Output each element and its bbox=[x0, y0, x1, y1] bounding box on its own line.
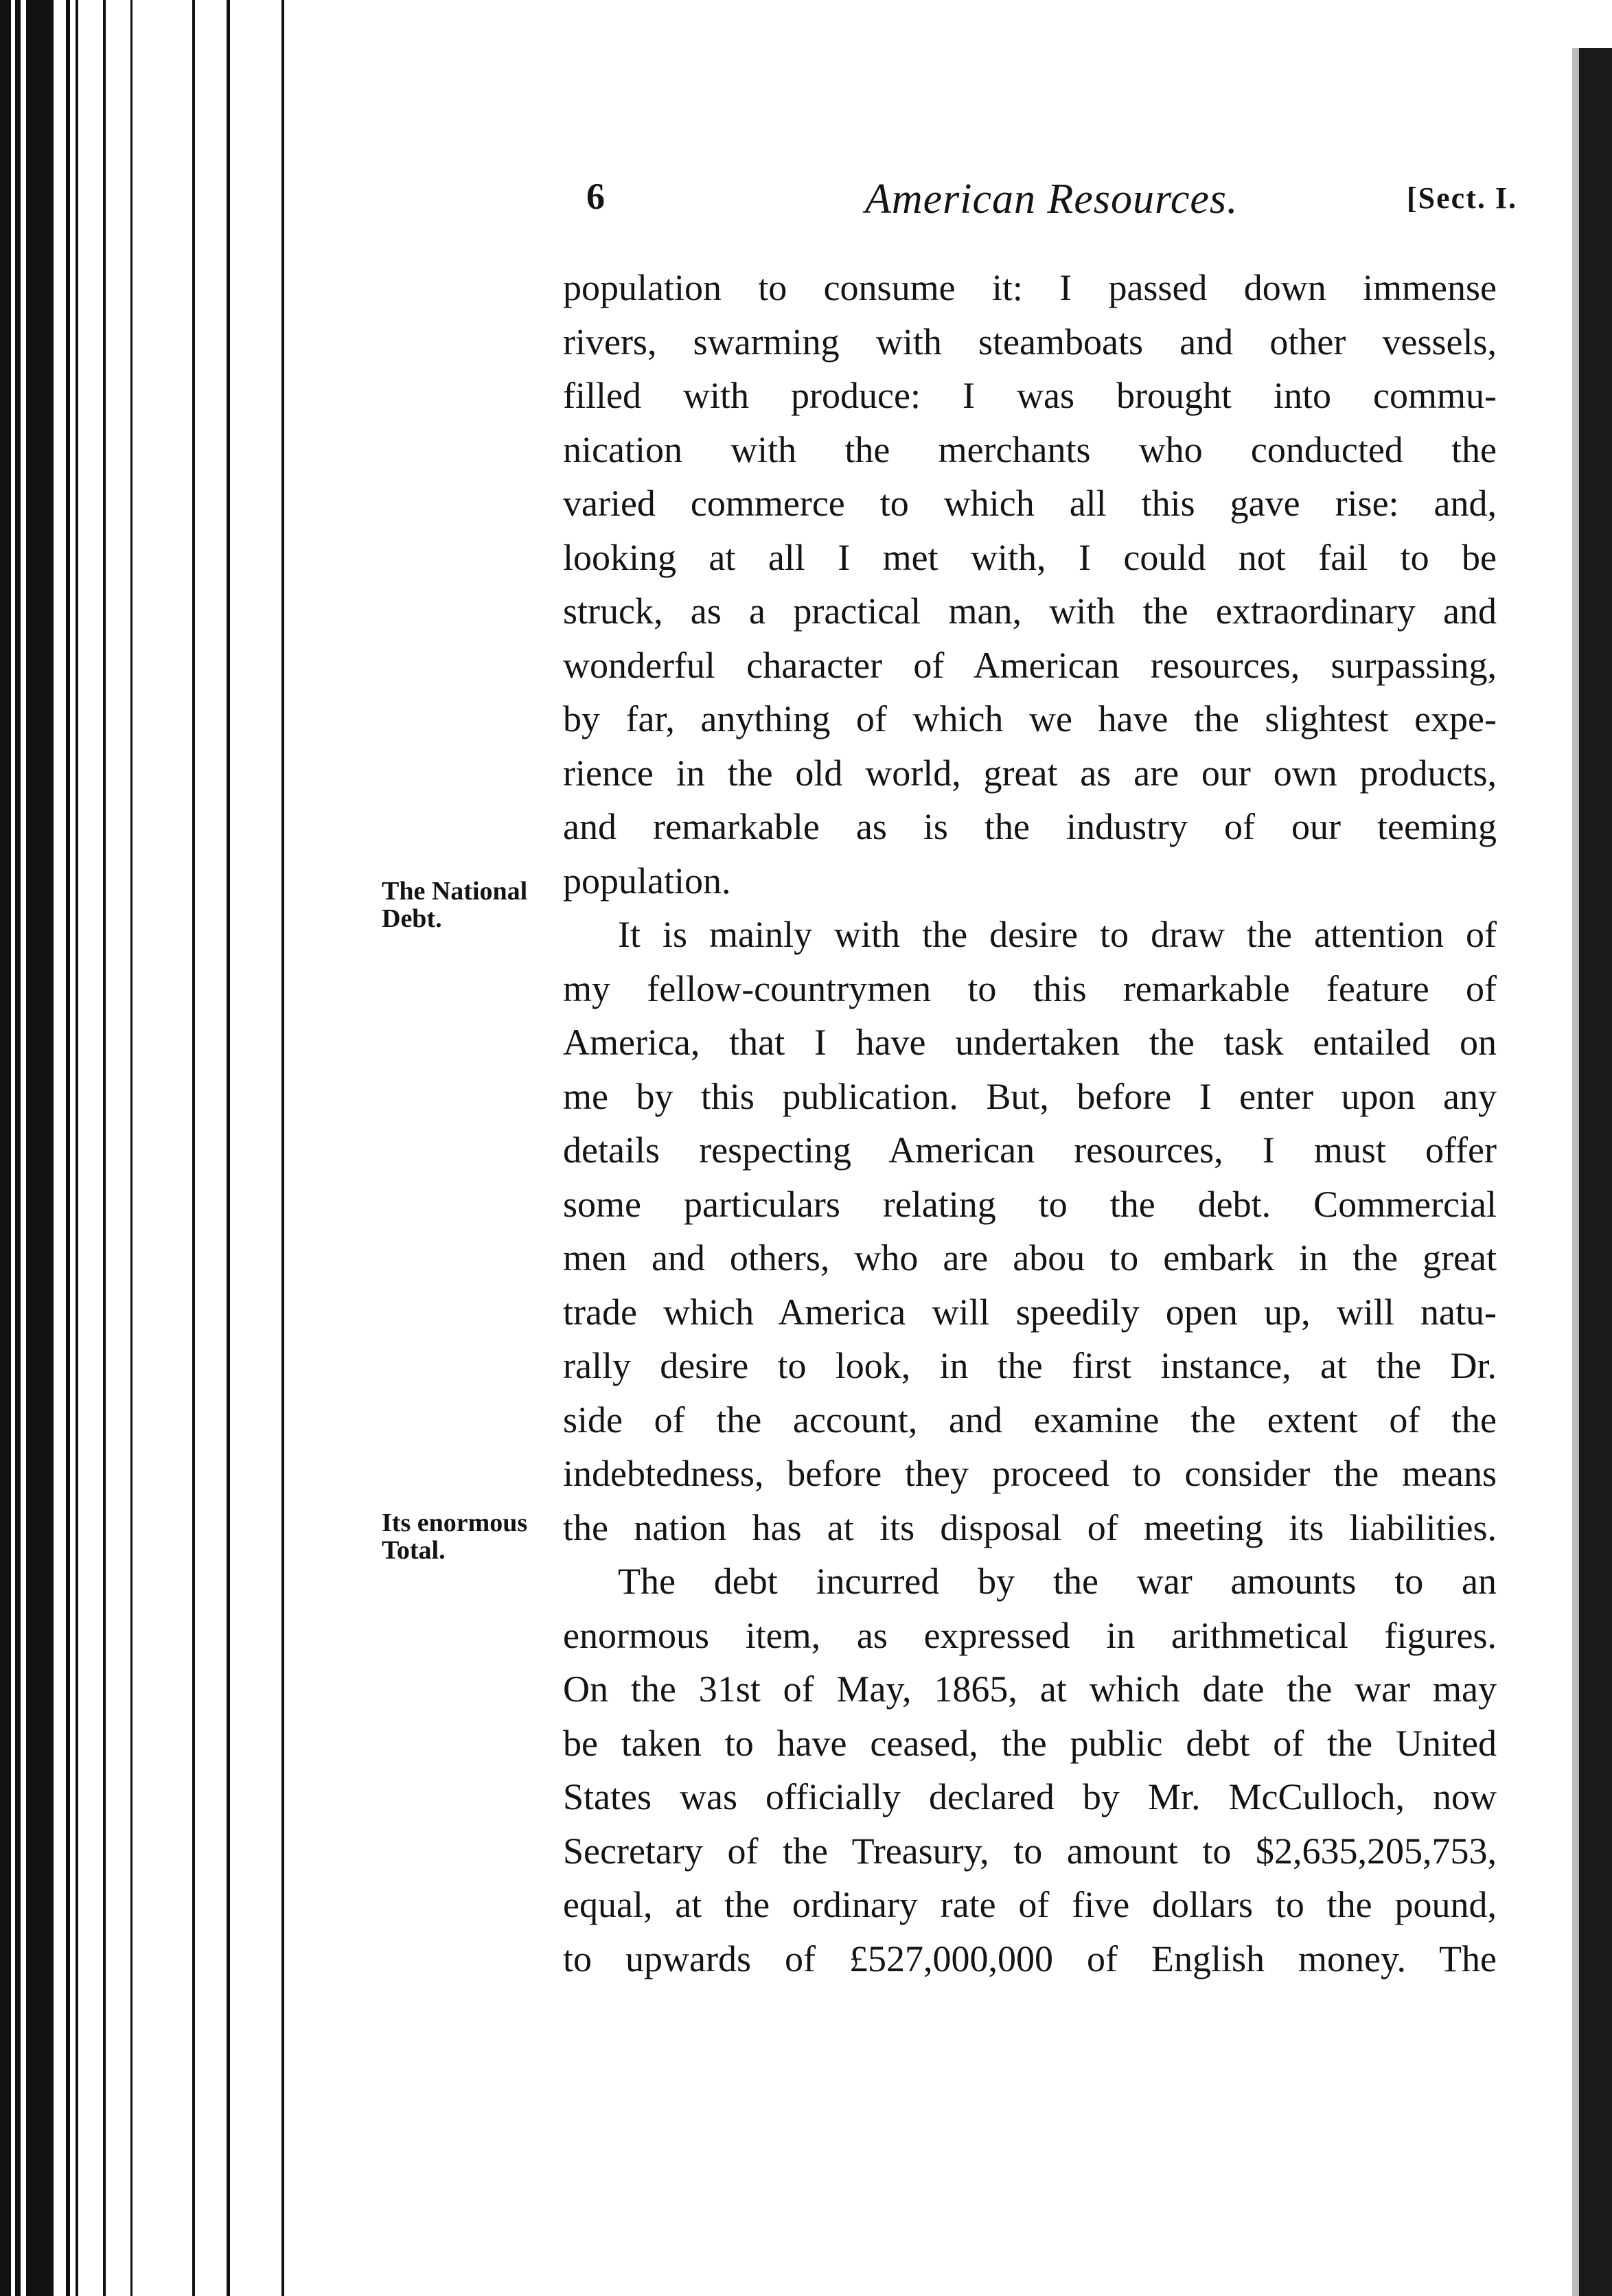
sidenote-line: Its enormous bbox=[382, 1508, 528, 1537]
paragraph bbox=[563, 1554, 1497, 1986]
text-line: enormous item, as expressed in arithmetical figures. bbox=[563, 1614, 1497, 1656]
sidenote-national-debt bbox=[382, 877, 527, 932]
paragraph bbox=[563, 261, 1497, 908]
text-line: America, that I have undertaken the task entailed on bbox=[563, 1022, 1497, 1063]
text-line: side of the account, and examine the extent of the bbox=[563, 1399, 1497, 1440]
text-line: by far, anything of which we have the slightest expe- bbox=[563, 698, 1497, 739]
text-line: nication with the merchants who conducted the bbox=[563, 428, 1497, 470]
text-line: rience in the old world, great as are our own products, bbox=[563, 752, 1497, 794]
text-line: Secretary of the Treasury, to amount to $2,635,205,753, bbox=[563, 1830, 1497, 1872]
text-line: looking at all I met with, I could not fail to be bbox=[563, 536, 1497, 578]
text-line: rally desire to look, in the first instance, at the Dr. bbox=[563, 1345, 1497, 1386]
page-number: 6 bbox=[586, 176, 605, 217]
running-title: American Resources. bbox=[865, 176, 1239, 222]
text-line: and remarkable as is the industry of our teeming bbox=[563, 806, 1497, 847]
text-line: The debt incurred by the war amounts to an bbox=[618, 1561, 1497, 1602]
text-line: struck, as a practical man, with the extraordinary and bbox=[563, 590, 1497, 632]
text-line: to upwards of £527,000,000 of English money. The bbox=[563, 1938, 1497, 1979]
text-line: wonderful character of American resources, surpassing, bbox=[563, 644, 1497, 686]
text-line: varied commerce to which all this gave rise: and, bbox=[563, 483, 1497, 524]
book-gutter bbox=[0, 0, 288, 2296]
text-line: rivers, swarming with steamboats and other vessels, bbox=[563, 321, 1497, 363]
text-line: It is mainly with the desire to draw the attention of bbox=[618, 914, 1497, 955]
sidenote-line: The National bbox=[382, 877, 528, 906]
text-line: my fellow-countrymen to this remarkable feature of bbox=[563, 967, 1497, 1009]
text-line: States was officially declared by Mr. McCulloch, now bbox=[563, 1776, 1497, 1817]
sidenote-line: Debt. bbox=[382, 904, 442, 933]
text-line: population to consume it: I passed down immense bbox=[563, 267, 1497, 308]
page-edge-shadow bbox=[1572, 48, 1579, 2296]
next-page-edge bbox=[1579, 48, 1612, 2296]
text-line: trade which America will speedily open up, will natu- bbox=[563, 1291, 1497, 1333]
text-line: men and others, who are abou to embark in the great bbox=[563, 1237, 1497, 1278]
page-header bbox=[577, 175, 1517, 237]
body-text bbox=[563, 261, 1497, 1986]
text-line: filled with produce: I was brought into commu- bbox=[563, 375, 1497, 416]
section-reference: [Sect. I. bbox=[1407, 181, 1517, 215]
text-line: be taken to have ceased, the public debt of the United bbox=[563, 1722, 1497, 1764]
text-line: equal, at the ordinary rate of five dollars to the pound, bbox=[563, 1884, 1497, 1925]
text-line: the nation has at its disposal of meeting its liabilities. bbox=[563, 1506, 1497, 1548]
text-line: details respecting American resources, I must offer bbox=[563, 1129, 1497, 1171]
text-line: some particulars relating to the debt. Commercial bbox=[563, 1183, 1497, 1225]
text-line: me by this publication. But, before I enter upon any bbox=[563, 1075, 1497, 1117]
sidenote-enormous-total bbox=[382, 1509, 527, 1564]
paragraph bbox=[563, 908, 1497, 1554]
sidenote-line: Total. bbox=[382, 1536, 446, 1565]
text-line: indebtedness, before they proceed to consider the means bbox=[563, 1453, 1497, 1494]
text-line: On the 31st of May, 1865, at which date the war may bbox=[563, 1668, 1497, 1710]
text-line: population. bbox=[563, 860, 731, 902]
